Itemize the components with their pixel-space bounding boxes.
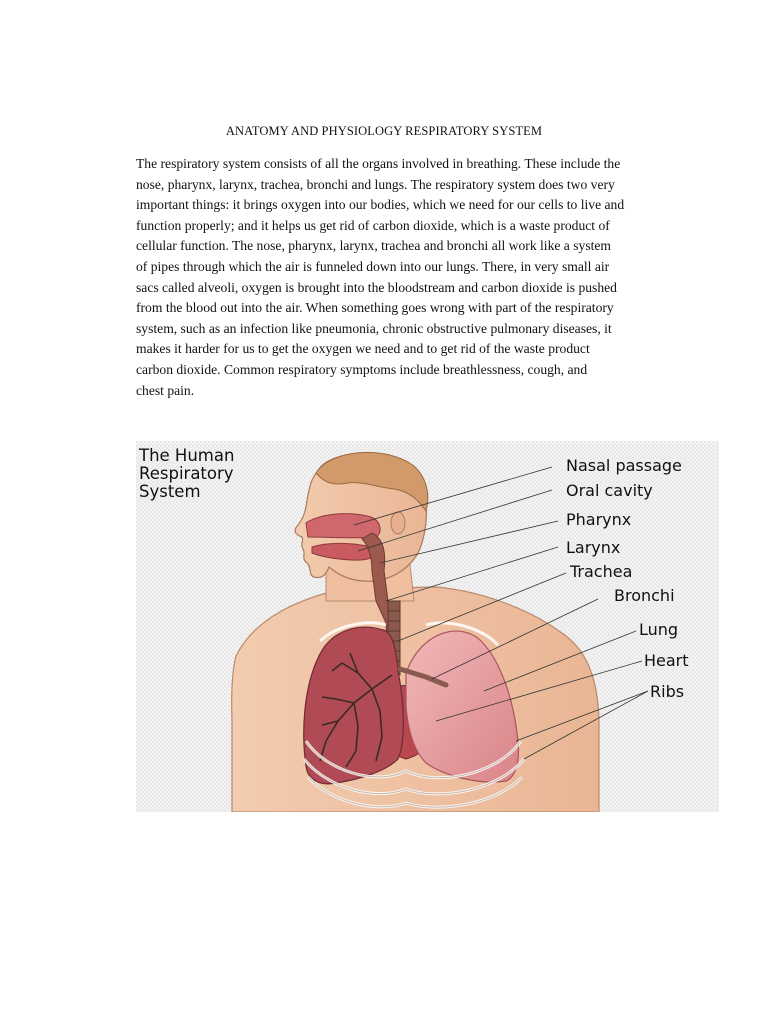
paragraph-line: important things: it brings oxygen into our bodies, which we need for our cells to live and [136, 197, 625, 213]
paragraph-line: system, such as an infection like pneumonia, chronic obstructive pulmonary diseases, it [136, 320, 612, 336]
paragraph-line: from the blood out into the air. When something goes wrong with part of the respiratory [136, 300, 614, 316]
label-larynx: Larynx [566, 538, 621, 557]
paragraph-line: carbon dioxide. Common respiratory symptoms include breathlessness, cough, and [136, 361, 588, 377]
paragraph-line: The respiratory system consists of all the organs involved in breathing. These include the [136, 156, 621, 171]
page-title: ANATOMY AND PHYSIOLOGY RESPIRATORY SYSTEM [225, 124, 543, 138]
paragraph-line: makes it harder for us to get the oxygen we need and to get rid of the waste product [136, 341, 590, 357]
label-pharynx: Pharynx [566, 510, 632, 529]
label-trachea: Trachea [570, 562, 633, 581]
figure-title-line: Respiratory [139, 464, 234, 483]
paragraph-line: sacs called alveoli, oxygen is brought into the bloodstream and carbon dioxide is pushed [136, 279, 617, 295]
paragraph-line: nose, pharynx, larynx, trachea, bronchi and lungs. The respiratory system does two very [136, 176, 615, 192]
paragraph-line: cellular function. The nose, pharynx, larynx, trachea and bronchi all work like a system [136, 238, 611, 254]
ear [391, 512, 405, 534]
paragraph-line: of pipes through which the air is funneled down into our lungs. There, in very small air [136, 258, 610, 274]
label-oral-cavity: Oral cavity [566, 481, 653, 500]
respiratory-system-figure [136, 441, 719, 812]
figure-title-line: System [139, 482, 201, 501]
label-nasal-passage: Nasal passage [566, 456, 682, 475]
paragraph-line: chest pain. [136, 382, 195, 398]
label-lung: Lung [639, 620, 679, 639]
paragraph-line: function properly; and it helps us get rid of carbon dioxide, which is a waste product of [136, 217, 610, 233]
label-bronchi: Bronchi [614, 586, 675, 605]
figure-title-line: The Human [139, 446, 235, 465]
respiratory-diagram [136, 441, 719, 812]
label-heart: Heart [644, 651, 689, 670]
label-ribs: Ribs [650, 682, 685, 701]
body-paragraph [136, 154, 696, 401]
